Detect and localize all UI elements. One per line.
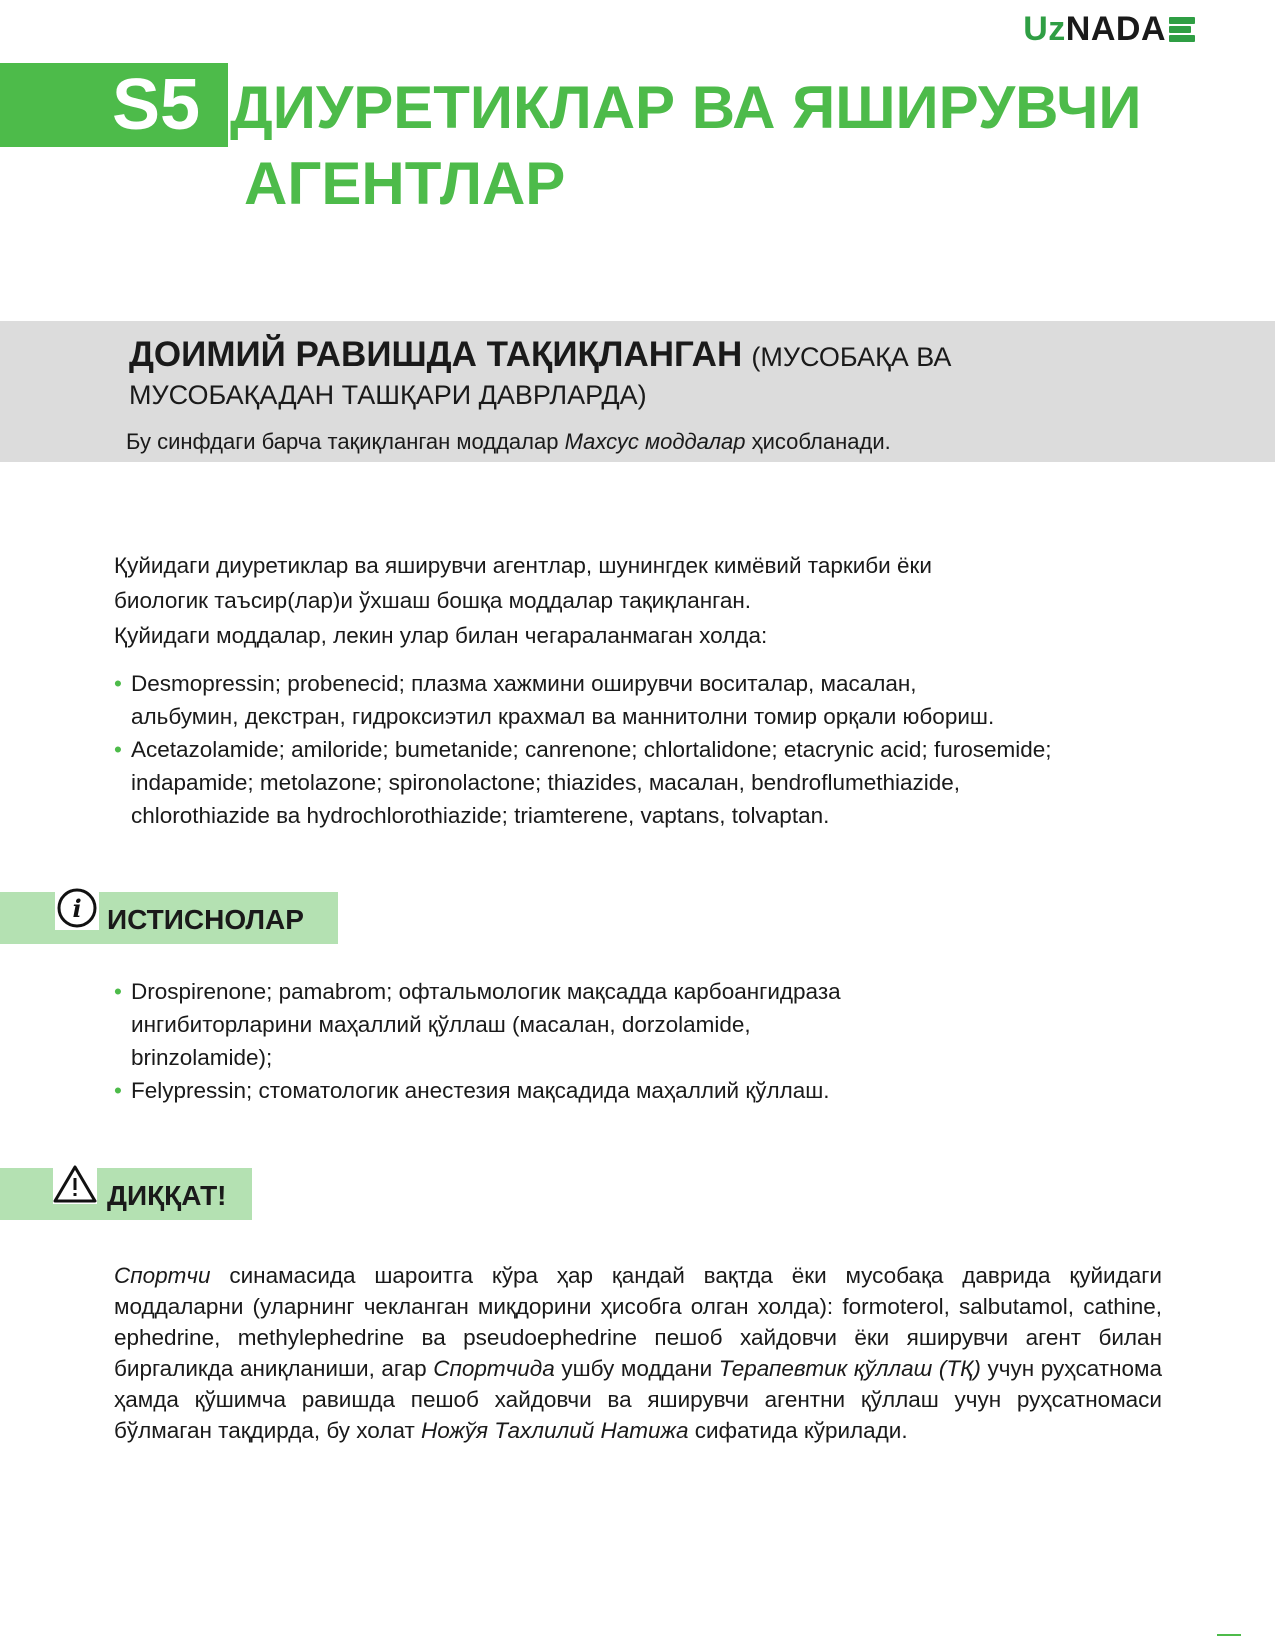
list-item-line: Desmopressin; probenecid; плазма хажмини оширувчи воситалар, масалан, (131, 671, 917, 696)
prohibited-heading (129, 337, 1129, 413)
intro-text (114, 548, 1164, 653)
prohibited-panel (0, 321, 1275, 462)
list-item (114, 667, 1174, 733)
exceptions-list (114, 975, 1174, 1107)
italic-term: Терапевтик қўллаш (ТҚ) (718, 1356, 981, 1381)
list-item (114, 733, 1174, 832)
logo-uz: Uz (1023, 10, 1066, 48)
list-item-line: Acetazolamide; amiloride; bumetanide; canrenone; chlortalidone; etacrynic acid; furosemide; (131, 737, 1052, 762)
uznada-logo (1023, 10, 1195, 49)
exceptions-label: ИСТИСНОЛАР (107, 904, 304, 935)
list-item-line: brinzolamide); (131, 1045, 273, 1070)
attention-label: ДИҚҚАТ! (107, 1180, 227, 1211)
text-run: сифатида кўрилади. (688, 1418, 908, 1443)
page-title-line1: ДИУРЕТИКЛАР ВА ЯШИРУВЧИ (230, 74, 1142, 141)
page-title (230, 70, 1142, 222)
note-italic: Махсус моддалар (564, 429, 746, 454)
logo-nada: NADA (1065, 10, 1166, 48)
text-run: ушбу моддани (554, 1356, 719, 1381)
section-code: S5 (112, 65, 201, 145)
note-post: ҳисобланади. (745, 429, 891, 454)
info-icon (55, 886, 99, 930)
intro-line: Қуйидаги моддалар, лекин улар билан чегараланмаган холда: (114, 623, 768, 648)
warning-icon (53, 1164, 97, 1204)
svg-text:i: i (72, 894, 82, 923)
prohibited-title: ДОИМИЙ РАВИШДА ТАҚИҚЛАНГАН (129, 335, 743, 374)
attention-text (114, 1260, 1162, 1446)
text-run: синамасида шароитга кўра ҳар қандай вақтда ёки мусобақа даврида қуйидаги моддаларни (уларнинг чекланган миқдорини ҳисобга олган холда): formoterol, salbutamol, cathine, ephedrine, methylephedrine ва pseudoephedrine пешоб хайдовчи ёки яширувчи агент билан биргаликда аниқланиши, агар (114, 1263, 1162, 1381)
attention-paragraph (114, 1260, 1162, 1446)
prohibited-sub-b: МУСОБАҚАДАН ТАШҚАРИ ДАВРЛАРДА) (129, 380, 647, 410)
page-title-line2: АГЕНТЛАР (244, 150, 566, 217)
list-item-line: chlorothiazide ва hydrochlorothiazide; triamterene, vaptans, tolvaptan. (131, 803, 830, 828)
prohibited-sub-a: (МУСОБАҚА ВА (751, 342, 952, 372)
italic-term: Спортчи (114, 1263, 211, 1288)
italic-term: Спортчида (433, 1356, 555, 1381)
intro-line: Қуйидаги диуретиклар ва яширувчи агентлар, шунингдек кимёвий таркиби ёки (114, 553, 932, 578)
corner-divider (1217, 1634, 1241, 1636)
list-item-line: Drospirenone; pamabrom; офтальмологик мақсадда карбоангидраза (131, 979, 841, 1004)
intro-line: биологик таъсир(лар)и ўхшаш бошқа моддалар тақиқланган. (114, 588, 752, 613)
list-item-line: indapamide; metolazone; spironolactone; thiazides, масалан, bendroflumethiazide, (131, 770, 961, 795)
text-run: учун руҳсатнома ҳамда қўшимча равишда пешоб хайдовчи ва яширувчи агентни қўллаш учун руҳсатномаси бўлмаган тақдирда, бу холат (114, 1356, 1162, 1443)
list-item-line: альбумин, декстран, гидроксиэтил крахмал ва маннитолни томир орқали юбориш. (131, 704, 995, 729)
flag-icon (1169, 16, 1195, 43)
italic-term: Ножўя Тахлилий Натижа (421, 1418, 689, 1443)
note-pre: Бу синфдаги барча тақиқланган моддалар (126, 429, 565, 454)
list-item-line: ингибиторларини маҳаллий қўллаш (масалан, dorzolamide, (131, 1012, 751, 1037)
list-item-line: Felypressin; стоматологик анестезия мақсадида маҳаллий қўллаш. (131, 1078, 830, 1103)
list-item (114, 975, 1174, 1074)
substance-list (114, 667, 1174, 832)
prohibited-note (126, 429, 891, 455)
list-item (114, 1074, 1174, 1107)
